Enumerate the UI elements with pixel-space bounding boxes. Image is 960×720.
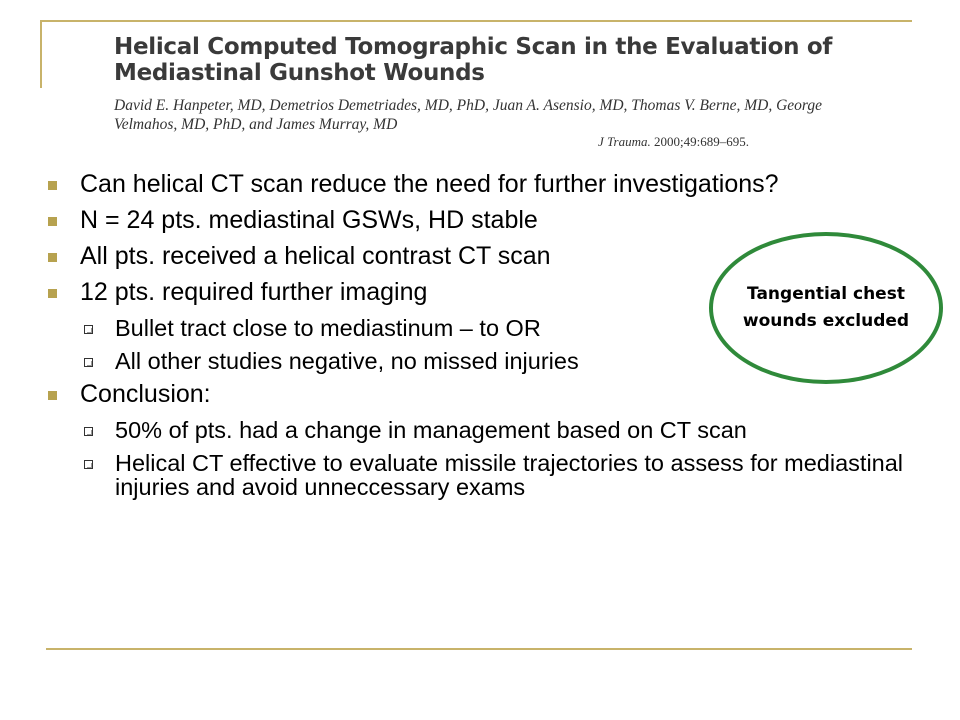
frame-bottom-line <box>46 648 912 650</box>
sub-bullet-item <box>78 451 916 499</box>
square-bullet-icon <box>48 289 57 298</box>
square-bullet-icon <box>48 217 57 226</box>
journal-reference: 2000;49:689–695. <box>653 134 749 149</box>
bullet-text: Can helical CT scan reduce the need for further investigations? <box>80 170 779 198</box>
square-bullet-icon <box>48 391 57 400</box>
journal-name: J Trauma. <box>598 134 651 149</box>
bullet-item <box>46 172 916 197</box>
citation-header <box>100 26 872 149</box>
sub-bullet-item <box>78 418 916 442</box>
bullet-text: 12 pts. required further imaging <box>80 278 428 306</box>
sub-bullet-text: All other studies negative, no missed injuries <box>115 348 579 374</box>
hollow-square-bullet-icon <box>84 427 93 436</box>
article-journal <box>598 134 749 150</box>
hollow-square-bullet-icon <box>84 325 93 334</box>
sub-bullet-text: 50% of pts. had a change in management based on CT scan <box>115 417 747 443</box>
hollow-square-bullet-icon <box>84 460 93 469</box>
bullet-text: All pts. received a helical contrast CT scan <box>80 242 551 270</box>
bullet-item <box>46 208 916 233</box>
frame-left-line <box>40 20 42 88</box>
bullet-text: N = 24 pts. mediastinal GSWs, HD stable <box>80 206 538 234</box>
callout-text: Tangential chest wounds excluded <box>742 284 910 331</box>
square-bullet-icon <box>48 253 57 262</box>
article-title: Helical Computed Tomographic Scan in the Evaluation of Mediastinal Gunshot Wounds <box>114 34 833 86</box>
square-bullet-icon <box>48 181 57 190</box>
bullet-item <box>46 382 916 407</box>
article-authors: David E. Hanpeter, MD, Demetrios Demetriades, MD, PhD, Juan A. Asensio, MD, Thomas V. Berne, MD, George Velmahos, MD, PhD, and James Murray, MD <box>114 97 823 133</box>
bullet-text: Conclusion: <box>80 380 211 408</box>
callout-oval <box>709 232 943 384</box>
frame-top-line <box>40 20 912 22</box>
hollow-square-bullet-icon <box>84 358 93 367</box>
sub-bullet-text: Helical CT effective to evaluate missile trajectories to assess for mediastinal injuries and avoid unneccessary exams <box>115 450 904 500</box>
sub-bullet-text: Bullet tract close to mediastinum – to OR <box>115 315 541 341</box>
